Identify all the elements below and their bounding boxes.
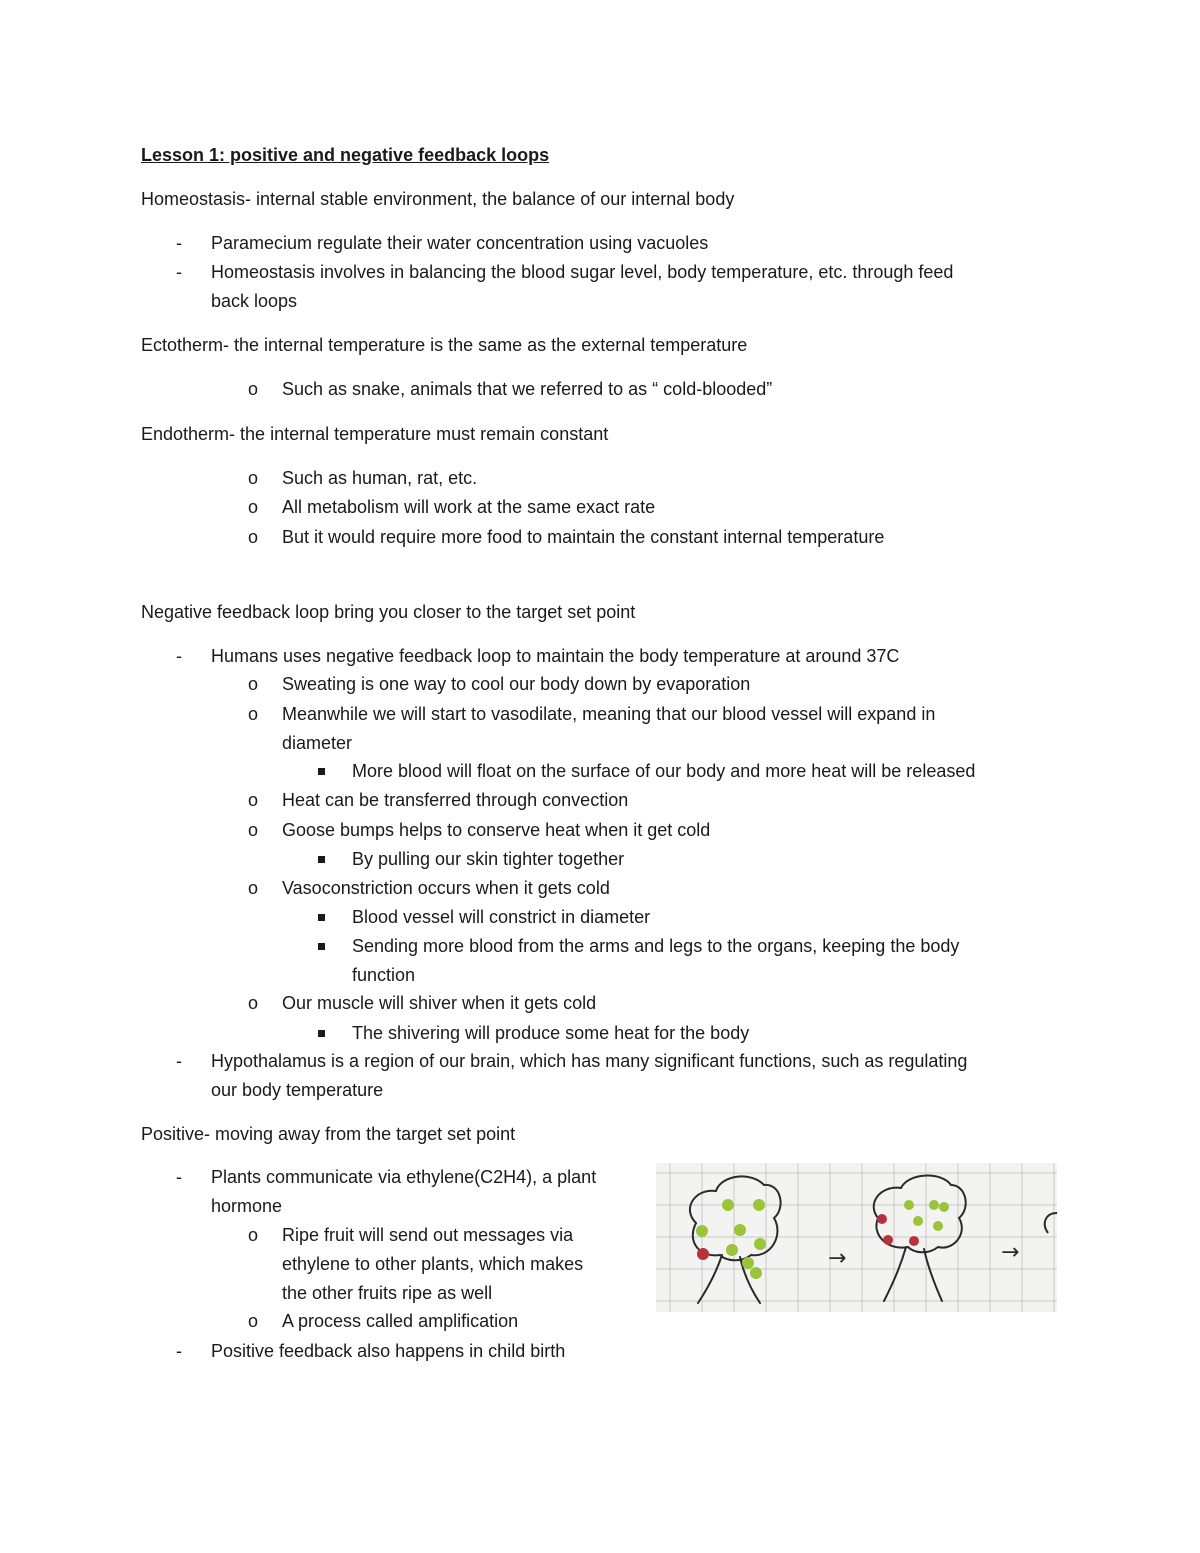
ectotherm-example: Such as snake, animals that we referred to as “ cold-blooded” [282,379,773,399]
ripe-fruit [883,1235,893,1245]
endotherm-example: Such as human, rat, etc. [282,468,478,488]
ripe-fruit [697,1248,709,1260]
circle-bullet: o [248,790,259,810]
endotherm-definition: Endotherm- the internal temperature must remain constant [141,424,609,444]
ripe-fruit-text: Ripe fruit will send out messages via [282,1225,574,1245]
vasoconstriction-text: Vasoconstriction occurs when it gets cold [282,878,610,898]
square-bullet [318,1030,325,1037]
paramecium-text: Paramecium regulate their water concentration using vacuoles [211,233,709,253]
arrow-1: → [828,1246,847,1271]
hypothalamus-text: Hypothalamus is a region of our brain, which has many significant functions, such as regulating [211,1051,968,1071]
dash-bullet: - [176,1051,182,1071]
circle-bullet: o [248,993,259,1013]
circle-bullet: o [248,1311,259,1331]
sweating-text: Sweating is one way to cool our body down by evaporation [282,674,751,694]
homeostasis-involves-text-cont: back loops [211,291,298,311]
ripe-fruit-text-cont: ethylene to other plants, which makes [282,1254,584,1274]
shiver-text: Our muscle will shiver when it gets cold [282,993,597,1013]
circle-bullet: o [248,1225,259,1245]
circle-bullet: o [248,468,259,488]
dash-bullet: - [176,233,182,253]
dash-bullet: - [176,1341,182,1361]
square-bullet [318,856,325,863]
unripe-fruit [904,1200,914,1210]
unripe-fruit [929,1200,939,1210]
unripe-fruit [722,1199,734,1211]
unripe-fruit [696,1225,708,1237]
pulling-skin-text: By pulling our skin tighter together [352,849,625,869]
unripe-fruit [734,1224,746,1236]
circle-bullet: o [248,674,259,694]
plants-text-cont: hormone [211,1196,283,1216]
unripe-fruit [939,1202,949,1212]
homeostasis-involves-text: Homeostasis involves in balancing the blood sugar level, body temperature, etc. through feed [211,262,954,282]
hypothalamus-text-cont: our body temperature [211,1080,384,1100]
amplification-text: A process called amplification [282,1311,519,1331]
unripe-fruit [726,1244,738,1256]
more-blood-text: More blood will float on the surface of our body and more heat will be released [352,761,976,781]
circle-bullet: o [248,527,259,547]
plants-text: Plants communicate via ethylene(C2H4), a plant [211,1167,597,1187]
dash-bullet: - [176,262,182,282]
square-bullet [318,914,325,921]
square-bullet [318,943,325,950]
circle-bullet: o [248,820,259,840]
fruit-ripening-sketch [656,1163,1057,1312]
homeostasis-definition: Homeostasis- internal stable environment, the balance of our internal body [141,189,735,209]
convection-text: Heat can be transferred through convection [282,790,629,810]
unripe-fruit [750,1267,762,1279]
circle-bullet: o [248,878,259,898]
unripe-fruit [933,1221,943,1231]
circle-bullet: o [248,379,259,399]
circle-bullet: o [248,497,259,517]
unripe-fruit [913,1216,923,1226]
goose-bumps-text: Goose bumps helps to conserve heat when it get cold [282,820,711,840]
child-birth-text: Positive feedback also happens in child birth [211,1341,566,1361]
dash-bullet: - [176,646,182,666]
endotherm-metabolism: All metabolism will work at the same exact rate [282,497,656,517]
endotherm-food: But it would require more food to maintain the constant internal temperature [282,527,885,547]
ripe-fruit [877,1214,887,1224]
dash-bullet: - [176,1167,182,1187]
sending-blood-text: Sending more blood from the arms and legs to the organs, keeping the body [352,936,960,956]
sending-blood-text-cont: function [352,965,416,985]
circle-bullet: o [248,704,259,724]
negative-feedback-heading: Negative feedback loop bring you closer to the target set point [141,602,636,622]
arrow-2: → [1001,1240,1020,1265]
shivering-text: The shivering will produce some heat for the body [352,1023,750,1043]
positive-feedback-heading: Positive- moving away from the target set point [141,1124,516,1144]
page-title: Lesson 1: positive and negative feedback loops [141,145,550,165]
square-bullet [318,768,325,775]
vasodilate-text: Meanwhile we will start to vasodilate, meaning that our blood vessel will expand in [282,704,936,724]
ripe-fruit-text-cont2: the other fruits ripe as well [282,1283,493,1303]
ectotherm-definition: Ectotherm- the internal temperature is the same as the external temperature [141,335,748,355]
unripe-fruit [753,1199,765,1211]
unripe-fruit [742,1257,754,1269]
constrict-text: Blood vessel will constrict in diameter [352,907,651,927]
ripe-fruit [909,1236,919,1246]
unripe-fruit [754,1238,766,1250]
vasodilate-text-cont: diameter [282,733,353,753]
humans-text: Humans uses negative feedback loop to maintain the body temperature at around 37C [211,646,900,666]
